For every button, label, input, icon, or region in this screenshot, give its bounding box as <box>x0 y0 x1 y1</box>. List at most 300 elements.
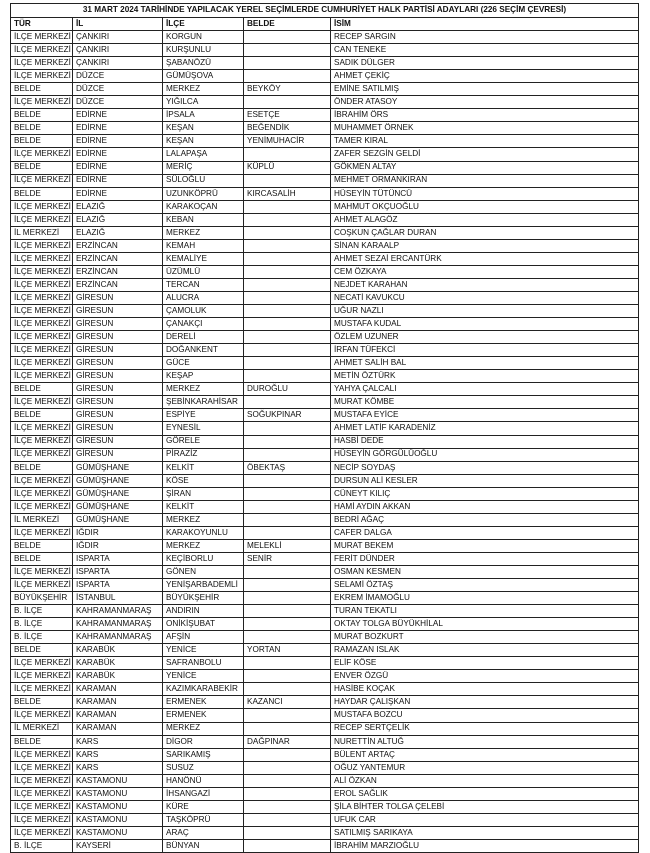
cell-il: KARABÜK <box>73 644 163 657</box>
cell-il: GİRESUN <box>73 305 163 318</box>
table-row <box>11 252 639 265</box>
cell-belde <box>244 670 331 683</box>
cell-tur: İLÇE MERKEZİ <box>11 291 73 304</box>
cell-belde <box>244 787 331 800</box>
cell-il: DÜZCE <box>73 96 163 109</box>
cell-belde <box>244 331 331 344</box>
cell-ilce: DOĞANKENT <box>163 344 244 357</box>
cell-il: KARAMAN <box>73 696 163 709</box>
cell-tur: İLÇE MERKEZİ <box>11 278 73 291</box>
cell-ilce: ŞEBİNKARAHİSAR <box>163 396 244 409</box>
cell-il: KARS <box>73 735 163 748</box>
table-row <box>11 357 639 370</box>
cell-tur: İLÇE MERKEZİ <box>11 148 73 161</box>
table-row <box>11 592 639 605</box>
cell-ilce: ESPİYE <box>163 409 244 422</box>
cell-belde <box>244 435 331 448</box>
cell-belde: KÜPLÜ <box>244 161 331 174</box>
cell-tur: İLÇE MERKEZİ <box>11 670 73 683</box>
cell-ilce: ŞABANÖZÜ <box>163 57 244 70</box>
cell-tur: B. İLÇE <box>11 839 73 852</box>
cell-il: KASTAMONU <box>73 813 163 826</box>
cell-il: GİRESUN <box>73 370 163 383</box>
cell-tur: İLÇE MERKEZİ <box>11 396 73 409</box>
cell-ilce: KÜRE <box>163 800 244 813</box>
cell-belde: BEYKÖY <box>244 83 331 96</box>
cell-il: ELAZIĞ <box>73 226 163 239</box>
cell-ilce: PİRAZİZ <box>163 448 244 461</box>
cell-ilce: KÖSE <box>163 474 244 487</box>
cell-belde <box>244 605 331 618</box>
cell-il: İSTANBUL <box>73 592 163 605</box>
cell-tur: İLÇE MERKEZİ <box>11 213 73 226</box>
cell-il: KASTAMONU <box>73 774 163 787</box>
cell-il: EDİRNE <box>73 148 163 161</box>
cell-belde: BEĞENDİK <box>244 122 331 135</box>
cell-isim: MUSTAFA BOZCU <box>331 709 639 722</box>
table-row <box>11 174 639 187</box>
cell-isim: EKREM İMAMOĞLU <box>331 592 639 605</box>
cell-ilce: KELKİT <box>163 461 244 474</box>
table-row <box>11 396 639 409</box>
cell-il: IĞDIR <box>73 526 163 539</box>
cell-il: KASTAMONU <box>73 826 163 839</box>
cell-ilce: KELKİT <box>163 500 244 513</box>
cell-tur: İLÇE MERKEZİ <box>11 657 73 670</box>
cell-belde <box>244 396 331 409</box>
cell-il: ERZİNCAN <box>73 239 163 252</box>
cell-il: KARAMAN <box>73 709 163 722</box>
cell-isim: SİNAN KARAALP <box>331 239 639 252</box>
cell-ilce: UZUNKÖPRÜ <box>163 187 244 200</box>
cell-tur: İLÇE MERKEZİ <box>11 305 73 318</box>
cell-tur: İLÇE MERKEZİ <box>11 31 73 44</box>
table-row <box>11 735 639 748</box>
cell-ilce: HANÖNÜ <box>163 774 244 787</box>
cell-ilce: SUSUZ <box>163 761 244 774</box>
cell-il: KARABÜK <box>73 657 163 670</box>
cell-tur: İL MERKEZİ <box>11 226 73 239</box>
cell-tur: BÜYÜKŞEHİR <box>11 592 73 605</box>
cell-ilce: SÜLOĞLU <box>163 174 244 187</box>
cell-il: GÜMÜŞHANE <box>73 487 163 500</box>
cell-il: ISPARTA <box>73 579 163 592</box>
cell-belde <box>244 239 331 252</box>
cell-ilce: TAŞKÖPRÜ <box>163 813 244 826</box>
cell-ilce: ÇAMOLUK <box>163 305 244 318</box>
cell-tur: BELDE <box>11 409 73 422</box>
table-row <box>11 109 639 122</box>
cell-il: GİRESUN <box>73 435 163 448</box>
cell-tur: İLÇE MERKEZİ <box>11 252 73 265</box>
cell-il: GİRESUN <box>73 422 163 435</box>
cell-isim: ÖNDER ATASOY <box>331 96 639 109</box>
cell-belde <box>244 70 331 83</box>
cell-ilce: MERKEZ <box>163 83 244 96</box>
cell-isim: OKTAY TOLGA BÜYÜKHİLAL <box>331 618 639 631</box>
cell-tur: BELDE <box>11 696 73 709</box>
cell-il: EDİRNE <box>73 135 163 148</box>
table-row <box>11 513 639 526</box>
cell-isim: ALİ ÖZKAN <box>331 774 639 787</box>
cell-isim: AHMET LATİF KARADENİZ <box>331 422 639 435</box>
cell-isim: MUHAMMET ÖRNEK <box>331 122 639 135</box>
cell-belde: DUROĞLU <box>244 383 331 396</box>
table-row <box>11 70 639 83</box>
cell-il: KARS <box>73 748 163 761</box>
cell-il: GİRESUN <box>73 396 163 409</box>
cell-isim: AHMET ALAGÖZ <box>331 213 639 226</box>
cell-tur: BELDE <box>11 552 73 565</box>
cell-ilce: MERKEZ <box>163 513 244 526</box>
cell-belde <box>244 813 331 826</box>
cell-ilce: YENİŞARBADEMLİ <box>163 579 244 592</box>
cell-isim: GÖKMEN ALTAY <box>331 161 639 174</box>
table-row <box>11 122 639 135</box>
cell-isim: ZAFER SEZGİN GELDİ <box>331 148 639 161</box>
cell-il: ÇANKIRI <box>73 31 163 44</box>
cell-tur: İLÇE MERKEZİ <box>11 683 73 696</box>
cell-il: GİRESUN <box>73 331 163 344</box>
cell-tur: İLÇE MERKEZİ <box>11 174 73 187</box>
cell-il: ERZİNCAN <box>73 278 163 291</box>
cell-belde <box>244 57 331 70</box>
cell-tur: BELDE <box>11 539 73 552</box>
cell-belde <box>244 631 331 644</box>
cell-isim: NEJDET KARAHAN <box>331 278 639 291</box>
cell-belde <box>244 291 331 304</box>
cell-tur: BELDE <box>11 109 73 122</box>
cell-il: KARS <box>73 761 163 774</box>
cell-belde <box>244 344 331 357</box>
cell-ilce: GÜMÜŞOVA <box>163 70 244 83</box>
cell-isim: HÜSEYİN TÜTÜNCÜ <box>331 187 639 200</box>
cell-isim: UFUK CAR <box>331 813 639 826</box>
cell-ilce: KEÇİBORLU <box>163 552 244 565</box>
cell-ilce: KURŞUNLU <box>163 44 244 57</box>
cell-tur: İLÇE MERKEZİ <box>11 774 73 787</box>
cell-tur: İLÇE MERKEZİ <box>11 344 73 357</box>
table-row <box>11 31 639 44</box>
cell-ilce: KEŞAP <box>163 370 244 383</box>
table-row <box>11 291 639 304</box>
cell-il: ERZİNCAN <box>73 252 163 265</box>
cell-isim: TURAN TEKATLI <box>331 605 639 618</box>
table-row <box>11 44 639 57</box>
cell-tur: B. İLÇE <box>11 631 73 644</box>
cell-isim: METİN ÖZTÜRK <box>331 370 639 383</box>
cell-tur: İLÇE MERKEZİ <box>11 579 73 592</box>
table-row <box>11 435 639 448</box>
cell-tur: İLÇE MERKEZİ <box>11 239 73 252</box>
cell-ilce: BÜYÜKŞEHİR <box>163 592 244 605</box>
cell-il: ÇANKIRI <box>73 44 163 57</box>
cell-tur: İL MERKEZİ <box>11 722 73 735</box>
cell-ilce: TERCAN <box>163 278 244 291</box>
cell-belde: SENİR <box>244 552 331 565</box>
cell-belde <box>244 305 331 318</box>
cell-belde <box>244 657 331 670</box>
cell-tur: İLÇE MERKEZİ <box>11 70 73 83</box>
cell-isim: MAHMUT OKÇUOĞLU <box>331 200 639 213</box>
cell-tur: İLÇE MERKEZİ <box>11 331 73 344</box>
cell-tur: İLÇE MERKEZİ <box>11 200 73 213</box>
cell-belde <box>244 44 331 57</box>
cell-tur: İLÇE MERKEZİ <box>11 474 73 487</box>
cell-il: KARAMAN <box>73 722 163 735</box>
table-row <box>11 409 639 422</box>
cell-belde: ESETÇE <box>244 109 331 122</box>
table-row <box>11 187 639 200</box>
cell-belde <box>244 722 331 735</box>
cell-isim: ŞİLA BİHTER TOLGA ÇELEBİ <box>331 800 639 813</box>
cell-isim: CÜNEYT KILIÇ <box>331 487 639 500</box>
cell-tur: İLÇE MERKEZİ <box>11 44 73 57</box>
cell-tur: BELDE <box>11 122 73 135</box>
cell-tur: İLÇE MERKEZİ <box>11 96 73 109</box>
cell-isim: MEHMET ORMANKIRAN <box>331 174 639 187</box>
cell-il: GÜMÜŞHANE <box>73 474 163 487</box>
cell-isim: MURAT KÖMBE <box>331 396 639 409</box>
column-header-tur: TÜR <box>11 18 73 31</box>
table-row <box>11 226 639 239</box>
cell-ilce: İHSANGAZİ <box>163 787 244 800</box>
table-row <box>11 670 639 683</box>
cell-belde <box>244 422 331 435</box>
table-row <box>11 83 639 96</box>
cell-il: KAHRAMANMARAŞ <box>73 631 163 644</box>
cell-isim: OĞUZ YANTEMUR <box>331 761 639 774</box>
cell-tur: İLÇE MERKEZİ <box>11 761 73 774</box>
table-row <box>11 579 639 592</box>
cell-isim: SATILMIŞ SARIKAYA <box>331 826 639 839</box>
cell-ilce: MERKEZ <box>163 383 244 396</box>
cell-il: KARABÜK <box>73 670 163 683</box>
cell-isim: MUSTAFA KUDAL <box>331 318 639 331</box>
cell-il: EDİRNE <box>73 122 163 135</box>
cell-il: ELAZIĞ <box>73 200 163 213</box>
cell-il: DÜZCE <box>73 70 163 83</box>
cell-ilce: MERİÇ <box>163 161 244 174</box>
cell-il: ERZİNCAN <box>73 265 163 278</box>
cell-belde <box>244 318 331 331</box>
cell-tur: BELDE <box>11 461 73 474</box>
column-header-ilce: İLÇE <box>163 18 244 31</box>
cell-ilce: KEMAH <box>163 239 244 252</box>
table-row <box>11 370 639 383</box>
cell-ilce: DİGOR <box>163 735 244 748</box>
cell-il: IĞDIR <box>73 539 163 552</box>
cell-belde <box>244 748 331 761</box>
cell-belde <box>244 474 331 487</box>
cell-isim: BÜLENT ARTAÇ <box>331 748 639 761</box>
document-page <box>10 3 638 853</box>
cell-il: ISPARTA <box>73 552 163 565</box>
cell-belde: ÖBEKTAŞ <box>244 461 331 474</box>
cell-belde <box>244 526 331 539</box>
cell-il: EDİRNE <box>73 174 163 187</box>
cell-isim: İRFAN TÜFEKCİ <box>331 344 639 357</box>
table-row <box>11 565 639 578</box>
table-row <box>11 500 639 513</box>
cell-il: ISPARTA <box>73 565 163 578</box>
table-row <box>11 305 639 318</box>
cell-belde <box>244 226 331 239</box>
table-row <box>11 474 639 487</box>
cell-ilce: ÇANAKÇI <box>163 318 244 331</box>
table-row <box>11 605 639 618</box>
cell-tur: B. İLÇE <box>11 605 73 618</box>
cell-il: GÜMÜŞHANE <box>73 500 163 513</box>
cell-belde <box>244 592 331 605</box>
cell-tur: İLÇE MERKEZİ <box>11 813 73 826</box>
cell-belde <box>244 513 331 526</box>
table-row <box>11 683 639 696</box>
table-title: 31 MART 2024 TARİHİNDE YAPILACAK YEREL SEÇİMLERDE CUMHURİYET HALK PARTİSİ ADAYLARI (226 SEÇİM ÇEVRESİ) <box>11 4 639 18</box>
table-row <box>11 265 639 278</box>
cell-belde <box>244 826 331 839</box>
header-row <box>11 18 639 31</box>
cell-tur: İLÇE MERKEZİ <box>11 709 73 722</box>
cell-belde <box>244 448 331 461</box>
cell-ilce: AFŞİN <box>163 631 244 644</box>
cell-isim: İBRAHİM ÖRS <box>331 109 639 122</box>
table-row <box>11 57 639 70</box>
cell-isim: EMİNE SATILMIŞ <box>331 83 639 96</box>
cell-isim: ELİF KÖSE <box>331 657 639 670</box>
cell-belde <box>244 579 331 592</box>
cell-il: GİRESUN <box>73 383 163 396</box>
cell-ilce: SARIKAMIŞ <box>163 748 244 761</box>
title-row <box>11 4 639 18</box>
table-row <box>11 748 639 761</box>
cell-tur: İLÇE MERKEZİ <box>11 787 73 800</box>
cell-isim: AHMET ÇEKİÇ <box>331 70 639 83</box>
cell-belde <box>244 774 331 787</box>
cell-il: KARAMAN <box>73 683 163 696</box>
cell-belde: SOĞUKPINAR <box>244 409 331 422</box>
table-row <box>11 813 639 826</box>
cell-ilce: ONİKİŞUBAT <box>163 618 244 631</box>
cell-isim: SELAMİ ÖZTAŞ <box>331 579 639 592</box>
table-row <box>11 774 639 787</box>
cell-ilce: GÜCE <box>163 357 244 370</box>
cell-ilce: ERMENEK <box>163 696 244 709</box>
cell-belde <box>244 761 331 774</box>
table-row <box>11 383 639 396</box>
table-row <box>11 161 639 174</box>
cell-tur: İLÇE MERKEZİ <box>11 435 73 448</box>
cell-ilce: MERKEZ <box>163 722 244 735</box>
cell-tur: İLÇE MERKEZİ <box>11 448 73 461</box>
table-row <box>11 618 639 631</box>
cell-ilce: KEBAN <box>163 213 244 226</box>
table-row <box>11 722 639 735</box>
cell-isim: HASİBE KOÇAK <box>331 683 639 696</box>
cell-ilce: ANDIRIN <box>163 605 244 618</box>
cell-belde <box>244 370 331 383</box>
table-row <box>11 709 639 722</box>
cell-ilce: KORGUN <box>163 31 244 44</box>
cell-ilce: GÖRELE <box>163 435 244 448</box>
cell-belde: KIRCASALİH <box>244 187 331 200</box>
cell-il: KAHRAMANMARAŞ <box>73 605 163 618</box>
cell-tur: B. İLÇE <box>11 618 73 631</box>
cell-il: EDİRNE <box>73 109 163 122</box>
table-row <box>11 344 639 357</box>
cell-ilce: KARAKOYUNLU <box>163 526 244 539</box>
cell-isim: OSMAN KESMEN <box>331 565 639 578</box>
cell-tur: BELDE <box>11 644 73 657</box>
table-body <box>11 31 639 853</box>
cell-tur: İLÇE MERKEZİ <box>11 487 73 500</box>
table-row <box>11 213 639 226</box>
cell-ilce: KEŞAN <box>163 135 244 148</box>
cell-ilce: YENİCE <box>163 644 244 657</box>
cell-ilce: GÖNEN <box>163 565 244 578</box>
cell-isim: HASBİ DEDE <box>331 435 639 448</box>
cell-belde: MELEKLİ <box>244 539 331 552</box>
cell-tur: BELDE <box>11 83 73 96</box>
cell-isim: MURAT BOZKURT <box>331 631 639 644</box>
cell-belde <box>244 683 331 696</box>
table-row <box>11 200 639 213</box>
cell-isim: İBRAHİM MARZIOĞLU <box>331 839 639 852</box>
cell-tur: İLÇE MERKEZİ <box>11 526 73 539</box>
cell-belde <box>244 839 331 852</box>
cell-ilce: ARAÇ <box>163 826 244 839</box>
candidates-table <box>10 3 639 853</box>
cell-ilce: MERKEZ <box>163 539 244 552</box>
cell-isim: BEDRİ AĞAÇ <box>331 513 639 526</box>
table-row <box>11 148 639 161</box>
cell-isim: AHMET SALİH BAL <box>331 357 639 370</box>
cell-il: KASTAMONU <box>73 800 163 813</box>
table-row <box>11 552 639 565</box>
cell-belde <box>244 565 331 578</box>
table-row <box>11 487 639 500</box>
table-row <box>11 657 639 670</box>
cell-tur: İLÇE MERKEZİ <box>11 265 73 278</box>
cell-ilce: MERKEZ <box>163 226 244 239</box>
cell-belde <box>244 200 331 213</box>
cell-il: GÜMÜŞHANE <box>73 513 163 526</box>
cell-belde <box>244 174 331 187</box>
table-row <box>11 278 639 291</box>
table-row <box>11 696 639 709</box>
cell-isim: MURAT BEKEM <box>331 539 639 552</box>
cell-isim: UĞUR NAZLI <box>331 305 639 318</box>
cell-belde <box>244 265 331 278</box>
cell-tur: İLÇE MERKEZİ <box>11 826 73 839</box>
cell-il: KAYSERİ <box>73 839 163 852</box>
table-row <box>11 526 639 539</box>
cell-tur: İLÇE MERKEZİ <box>11 748 73 761</box>
cell-il: GÜMÜŞHANE <box>73 461 163 474</box>
cell-belde <box>244 709 331 722</box>
table-row <box>11 800 639 813</box>
cell-isim: TAMER KIRAL <box>331 135 639 148</box>
cell-isim: CAN TENEKE <box>331 44 639 57</box>
table-row <box>11 318 639 331</box>
cell-belde <box>244 96 331 109</box>
cell-tur: İLÇE MERKEZİ <box>11 357 73 370</box>
cell-ilce: EYNESİL <box>163 422 244 435</box>
cell-isim: ENVER ÖZGÜ <box>331 670 639 683</box>
cell-ilce: ALUCRA <box>163 291 244 304</box>
cell-belde <box>244 500 331 513</box>
table-row <box>11 135 639 148</box>
